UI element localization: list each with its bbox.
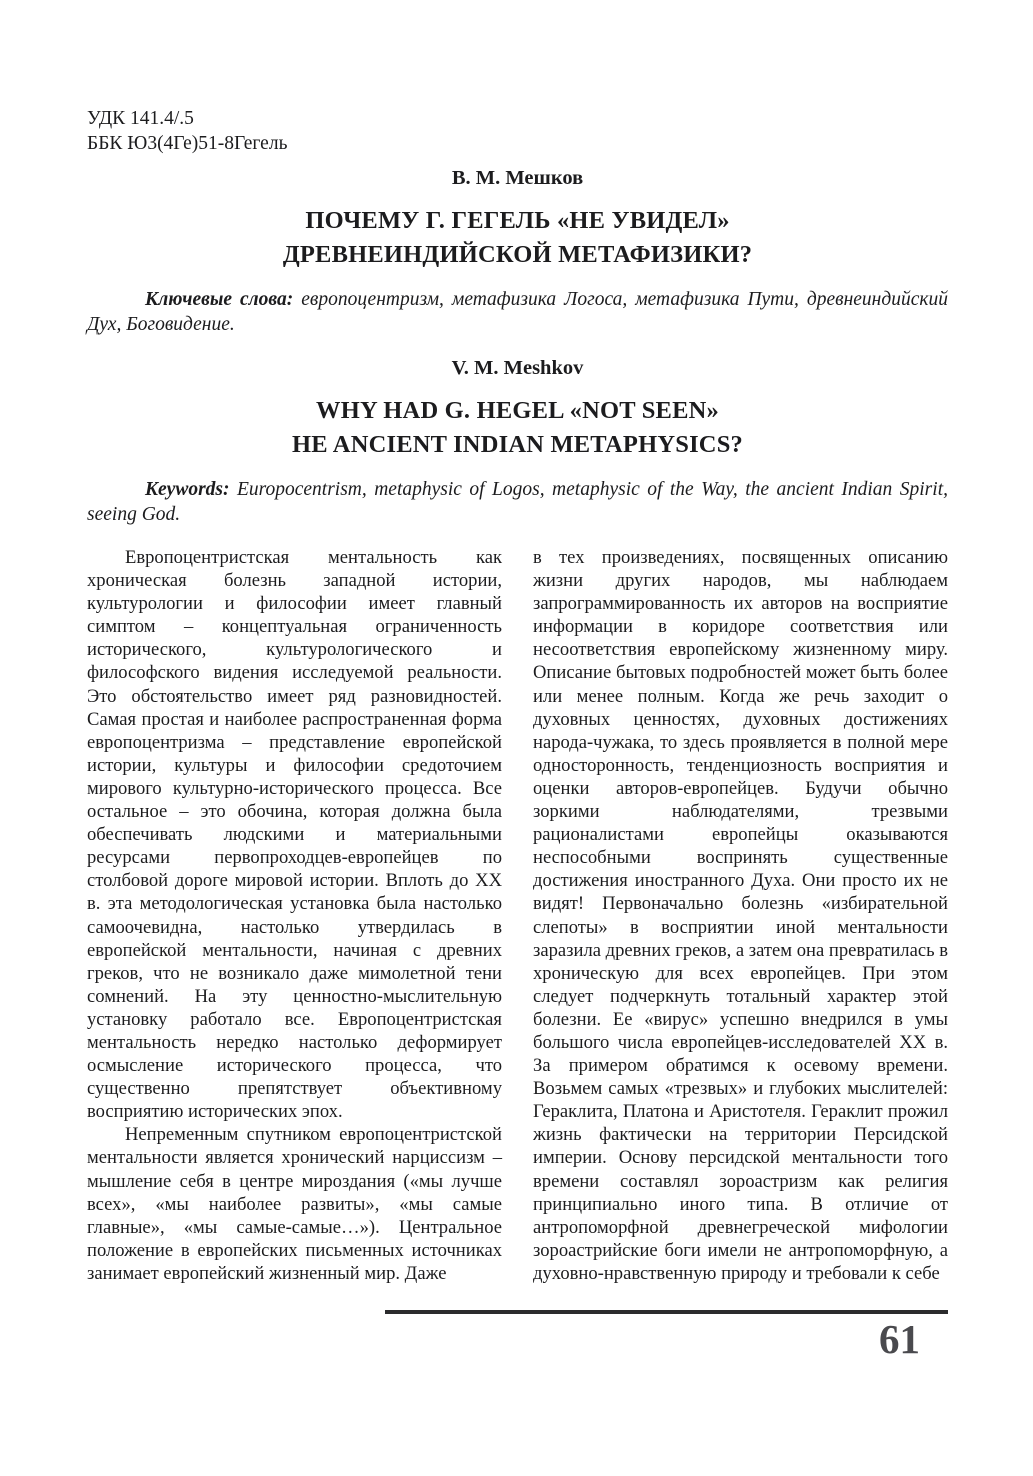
author-en: V. M. Meshkov bbox=[451, 356, 584, 379]
article-title-ru-line1: ПОЧЕМУ Г. ГЕГЕЛЬ «НЕ УВИДЕЛ» bbox=[305, 207, 730, 234]
article-title-ru-line2: ДРЕВНЕИНДИЙСКОЙ МЕТАФИЗИКИ? bbox=[282, 241, 753, 268]
page-footer bbox=[385, 1310, 948, 1361]
udc-line: УДК 141.4/.5 bbox=[87, 108, 194, 129]
author-ru: В. М. Мешков bbox=[451, 167, 584, 189]
keywords-en-label: Keywords: bbox=[145, 478, 230, 500]
page-number: 61 bbox=[879, 1316, 920, 1362]
body-paragraph: Непременным спутником европоцентристской ментальности является хронический нарциссизм – мышление себя в центре мироздания («мы лучше всех», «мы наиболее развиты», «мы самые главные», «мы самые-самые…»). Центральное положение в европейских письменных источниках занимает европейский жизненный мир. Даже bbox=[87, 1124, 502, 1284]
classification-block bbox=[87, 106, 948, 156]
article-title-en-line2: HE ANCIENT INDIAN METAPHYSICS? bbox=[292, 430, 743, 458]
bbk-line: ББК Ю3(4Ге)51-8Гегель bbox=[87, 133, 288, 154]
keywords-ru bbox=[87, 287, 948, 337]
body-paragraph: в тех произведениях, посвященных описанию жизни других народов, мы наблюдаем запрограммированность их авторов на восприятие информации в коридоре соответствия или несоответствия европейскому жизненному миру. Описание бытовых подробностей может быть более или менее полным. Когда же речь заходит о духовных ценностях, духовных достижениях народа-чужака, то здесь проявляется в полной мере односторонность, тенденциозность восприятия и оценки авторов-европейцев. Будучи обычно зоркими наблюдателями, трезвыми рационалистами европейцы оказываются неспособными воспринять существенные достижения иностранного Духа. Они просто их не видят! Первоначально болезнь «избирательной слепоты» в восприятии иной ментальности заразила древних греков, а затем она превратилась в хроническую для всех европейцев. При этом следует подчеркнуть тотальный характер этой болезни. Ее «вирус» успешно внедрился в умы большого числа европейцев-исследователей XX в. За примером обратимся к осевому времени. Возьмем самых «трезвых» и глубоких мыслителей: Гераклита, Платона и Аристотеля. Гераклит прожил жизнь фактически на территории Персидской империи. Основу персидской ментальности того времени составлял зороастризм как религия принципиально иного типа. В отличие от антропоморфной древнегреческой мифологии зороастрийские боги имели не антропоморфную, а духовно-нравственную природу и требовали к себе bbox=[533, 547, 948, 1284]
keywords-ru-label: Ключевые слова: bbox=[145, 289, 294, 310]
keywords-en bbox=[87, 477, 948, 527]
article-title-ru bbox=[87, 204, 948, 272]
article-title-en-line1: WHY HAD G. HEGEL «NOT SEEN» bbox=[316, 396, 719, 424]
body-column-right bbox=[533, 546, 948, 1285]
footer-rule bbox=[385, 1310, 948, 1314]
article-title-en bbox=[87, 394, 948, 462]
body-paragraph: Европоцентристская ментальность как хроническая болезнь западной истории, культурологии и философии имеет главный симптом – концептуальная ограниченность исторического, культурологического и философского видения исследуемой реальности. Это обстоятельство имеет ряд разновидностей. Самая простая и наиболее распространенная форма европоцентризма – представление европейской истории, культуры и философии средоточием мирового культурно-исторического процесса. Все остальное – это обочина, которая должна была обеспечивать людскими и материальными ресурсами первопроходцев-европейцев по столбовой дороге мировой истории. Вплоть до XX в. эта методологическая установка была настолько самоочевидна, настолько утвердилась в европейской ментальности, начиная с древних греков, что не возникало даже мимолетной тени сомнений. На эту ценностно-мыслительную установку работало все. Европоцентристская ментальность нередко настолько деформирует осмысление исторического процесса, что существенно препятствует объективному восприятию исторических эпох. bbox=[87, 547, 502, 1123]
keywords-ru-text: европоцентризм, метафизика Логоса, метафизика Пути, древнеиндийский Дух, Боговидение. bbox=[87, 289, 948, 335]
keywords-en-text: Europocentrism, metaphysic of Logos, metaphysic of the Way, the ancient Indian Spirit, seeing God. bbox=[87, 478, 948, 525]
body-column-left bbox=[87, 546, 502, 1285]
body-columns bbox=[87, 546, 948, 1285]
